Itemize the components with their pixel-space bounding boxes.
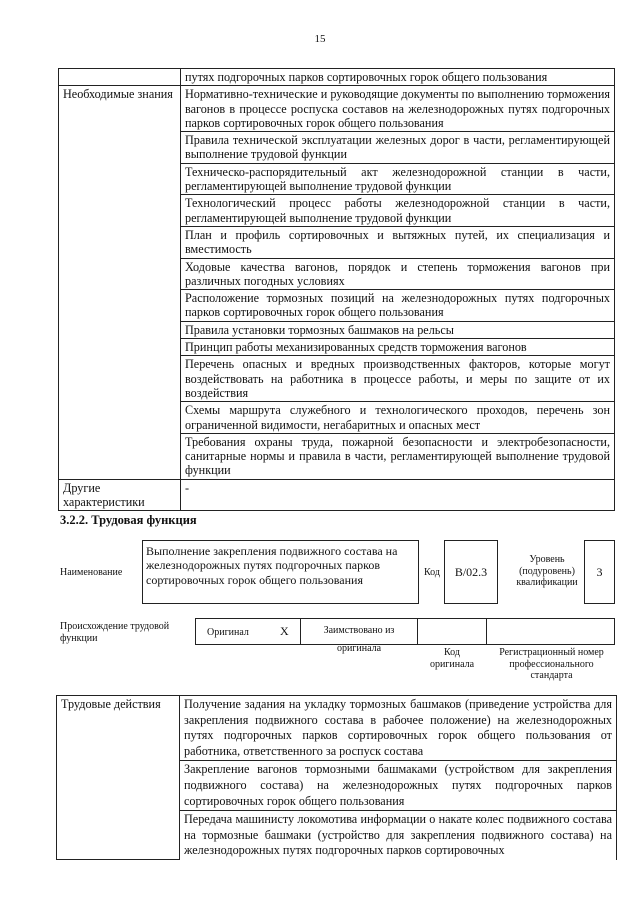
knowledge-table — [58, 68, 615, 511]
code-label: Код — [424, 567, 440, 578]
level-label: Уровень (подуровень) квалификации — [516, 554, 578, 588]
code-original-label: Код оригинала — [429, 647, 475, 670]
borrowed-box — [300, 618, 418, 654]
name-value: Выполнение закрепления подвижного состава на железнодорожных путях подгорочных парков сортировочных горок общего пользования — [142, 540, 419, 604]
knowledge-label: Необходимые знания — [59, 86, 181, 479]
level-value: 3 — [584, 540, 615, 604]
actions-table — [56, 695, 617, 860]
reg-number-label: Регистрационный номер профессионального стандарта — [499, 647, 604, 681]
action-item: Передача машинисту локомотива информации о накате колес подвижного состава на тормозные башмаки (устройство для закрепления подвижного состава) на железнодорожных путях подгорочных парков сортировочных — [180, 811, 617, 860]
knowledge-item: Правила технической эксплуатации железных дорог в части, регламентирующей выполнение трудовой функции — [181, 132, 615, 164]
section-title: 3.2.2. Трудовая функция — [60, 513, 197, 527]
origin-label: Происхождение трудовой функции — [60, 621, 170, 644]
original-label: Оригинал — [207, 627, 249, 638]
knowledge-item: Принцип работы механизированных средств торможения вагонов — [181, 339, 615, 356]
code-value: B/02.3 — [444, 540, 498, 604]
knowledge-item: Нормативно-технические и руководящие документы по выполнению торможения вагонов в процессе роспуска составов на железнодорожных путях подгорочных парков сортировочных горок общего пользования — [181, 86, 615, 132]
action-item: Получение задания на укладку тормозных башмаков (приведение устройства для закрепления подвижного состава в рабочее положение) на железнодорожных путях подгорочных парков сортировочных горок общего пользования от работника, ответственного за роспуск состава — [180, 696, 617, 761]
knowledge-item: Технологический процесс работы железнодорожной станции в части, регламентирующей выполнение трудовой функции — [181, 195, 615, 227]
action-item: Закрепление вагонов тормозными башмаками (устройством для закрепления подвижного состава) на железнодорожных путях подгорочных парков сортировочных горок общего пользования — [180, 761, 617, 811]
knowledge-item: Требования охраны труда, пожарной безопасности и электробезопасности, санитарные нормы и правила в части, регламентирующей выполнение трудовой функции — [181, 433, 615, 479]
top-row-label-cell — [59, 69, 181, 86]
knowledge-item: Перечень опасных и вредных производственных факторов, которые могут воздействовать на работника в процессе работы, и меры по защите от их воздействия — [181, 356, 615, 402]
name-label: Наименование — [60, 567, 123, 578]
knowledge-item: Расположение тормозных позиций на железнодорожных путях подгорочных парков сортировочных горок общего пользования — [181, 290, 615, 322]
original-box — [195, 618, 301, 645]
page-number: 15 — [314, 33, 326, 45]
top-row-text: путях подгорочных парков сортировочных горок общего пользования — [181, 69, 615, 86]
knowledge-item: Техническо-распорядительный акт железнодорожной станции в части, регламентирующей выполнение трудовой функции — [181, 163, 615, 195]
actions-label: Трудовые действия — [57, 696, 180, 860]
knowledge-item: План и профиль сортировочных и вытяжных путей, их специализация и вместимость — [181, 226, 615, 258]
knowledge-item: Правила установки тормозных башмаков на рельсы — [181, 321, 615, 338]
other-value: - — [181, 479, 615, 511]
reg-number-box — [486, 618, 615, 645]
other-label: Другие характеристики — [59, 479, 181, 511]
knowledge-item: Ходовые качества вагонов, порядок и степень торможения вагонов при различных погодных условиях — [181, 258, 615, 290]
knowledge-item: Схемы маршрута служебного и технологического проходов, перечень зон ограниченной видимости, негабаритных и опасных мест — [181, 402, 615, 434]
original-mark: X — [280, 624, 289, 638]
code-original-box — [417, 618, 487, 645]
borrowed-label: Заимствовано из оригинала — [323, 625, 395, 654]
